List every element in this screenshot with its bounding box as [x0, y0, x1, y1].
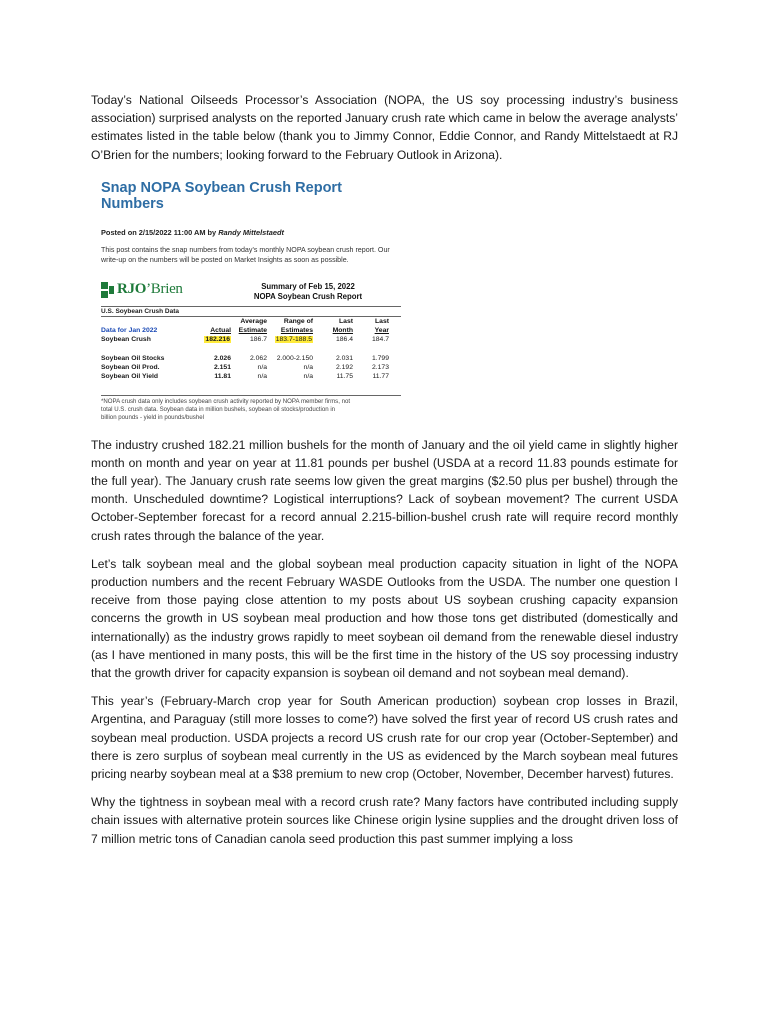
table-cell: 2.031: [335, 354, 353, 362]
report-description: This post contains the snap numbers from today’s monthly NOPA soybean crush report. Our write-up on the numbers will be posted on Market Insights as soon as possible.: [101, 245, 390, 265]
report-posted-line: [101, 228, 401, 237]
logo-text-rest: ’Brien: [146, 281, 183, 298]
crush-table: [101, 317, 401, 382]
table-cell: 2.151: [213, 364, 231, 372]
table-header-cell: Average: [240, 317, 267, 325]
table-cell: 2.062: [249, 354, 267, 362]
table-cell: 2.026: [213, 354, 231, 362]
table-row: [101, 372, 401, 381]
logo-text-main: RJO: [117, 281, 147, 298]
table-row: [101, 363, 401, 372]
table-header-cell: Month: [332, 326, 353, 334]
table-cell: 186.7: [249, 336, 267, 344]
table-cell: 2.000-2.150: [276, 354, 313, 362]
table-header-cell: Last: [339, 317, 353, 325]
table-header-cell: Range of: [283, 317, 313, 325]
table-header-cell: Estimates: [280, 326, 313, 334]
table-header-cell: Last: [375, 317, 389, 325]
table-header-row-1: [101, 317, 401, 326]
table-cell-label: Soybean Oil Prod.: [101, 364, 160, 372]
table-cell-label: Soybean Oil Stocks: [101, 354, 165, 362]
summary-line-2: NOPA Soybean Crush Report: [253, 291, 363, 301]
table-header-cell: Actual: [210, 326, 231, 334]
table-cell: 184.7: [371, 336, 389, 344]
paragraph-crush-results: The industry crushed 182.21 million bushels for the month of January and the oil yield came in slightly higher month on month and year on year at 11.81 pounds per bushel (USDA at a record 11.83 pounds estimate for the full year). The January crush rate seems low given the great margins ($2.50 plus per bushel) through the month. Unscheduled downtime? Logistical interruptions? Lack of soybean movement? The current USDA October-September forecast for a record annual 2.215-billion-bushel crush rate will require record monthly crush rates through the balance of the year.: [91, 437, 678, 543]
embedded-report-image: [101, 180, 401, 422]
table-header-row-2: [101, 326, 401, 335]
table-cell: 11.75: [336, 373, 353, 381]
table-cell: 2.192: [335, 364, 353, 372]
table-row: [101, 335, 401, 344]
table-cell: 11.77: [372, 373, 389, 381]
table-cell-range-highlighted: 183.7-188.5: [275, 336, 312, 344]
rjobrien-logo: [101, 280, 183, 300]
posted-prefix: Posted on 2/15/2022 11:00 AM by: [101, 227, 219, 237]
rjobrien-logo-icon: [101, 282, 115, 298]
paragraph-intro: Today’s National Oilseeds Processor’s Association (NOPA, the US soy processing industry’s business association) surprised analysts on the reported January crush rate which came in below the average analysts’ estimates listed in the table below (thank you to Jimmy Connor, Eddie Connor, and Randy Mittelstaedt at RJ O’Brien for the numbers; looking forward to the February Outlook in Arizona).: [91, 93, 678, 162]
document-page: [91, 91, 678, 858]
crush-summary-table-image: [101, 276, 391, 422]
table-header-cell: Year: [374, 326, 389, 334]
table-cell: n/a: [257, 373, 267, 381]
paragraph-tightness: Why the tightness in soybean meal with a record crush rate? Many factors have contributed including supply chain issues with alternative protein sources like Chinese origin lysine supplies and the drought driven loss of 7 million metric tons of Canadian canola seed production this past summer implying a loss: [91, 795, 678, 846]
table-header-period: Data for Jan 2022: [101, 326, 158, 334]
summary-heading: [243, 282, 373, 302]
report-title: Snap NOPA Soybean Crush Report Numbers: [101, 179, 342, 212]
table-cell: n/a: [257, 364, 267, 372]
crush-data-label: U.S. Soybean Crush Data: [101, 307, 180, 315]
table-row: [101, 354, 401, 363]
table-footnote: *NOPA crush data only includes soybean crush activity reported by NOPA member firms, not total U.S. crush data. Soybean data in million bushels, soybean oil stocks/production in billion pounds - yield in pounds/bushel: [101, 397, 351, 422]
table-cell: 186.4: [335, 336, 353, 344]
table-cell-label: Soybean Crush: [101, 336, 151, 344]
table-cell: 1.799: [371, 354, 389, 362]
paragraph-south-america: This year’s (February-March crop year for South American production) soybean crop losses in Brazil, Argentina, and Paraguay (still more losses to come?) have solved the first year of record US crush rates and soybean meal production. USDA projects a record US crush rate for our crop year (October-September) and there is zero surplus of soybean meal currently in the US as evidenced by the March soybean meal futures pricing nearby soybean meal at a $38 premium to new crop (October, November, December harvest) futures.: [91, 694, 678, 782]
table-cell-label: Soybean Oil Yield: [101, 373, 159, 381]
divider: [101, 395, 401, 396]
table-cell: 11.81: [214, 373, 231, 381]
table-cell: n/a: [303, 364, 313, 372]
summary-line-1: Summary of Feb 15, 2022: [261, 281, 355, 291]
divider: [101, 306, 401, 307]
paragraph-soybean-meal: Let’s talk soybean meal and the global soybean meal production capacity situation in light of the NOPA production numbers and the recent February WASDE Outlooks from the USDA. The number one question I receive from those paying close attention to my posts about US soybean crushing capacity expansion concerns the growth in US soybean meal production and how those tons get distributed (domestically and internationally) as the industry grows rapidly to meet soybean oil demand from the renewable diesel industry (as I have mentioned in many posts, this will be the first time in the history of the US soy processing industry that the growth driver for capacity expansion is soybean oil demand and not soybean meal demand).: [91, 556, 678, 681]
table-cell: 2.173: [371, 364, 389, 372]
table-cell-actual-highlighted: 182.216: [205, 336, 230, 344]
table-header-cell: Estimate: [238, 326, 267, 334]
table-spacer: [101, 345, 401, 354]
posted-author: Randy Mittelstaedt: [218, 227, 284, 237]
table-cell: n/a: [303, 373, 313, 381]
